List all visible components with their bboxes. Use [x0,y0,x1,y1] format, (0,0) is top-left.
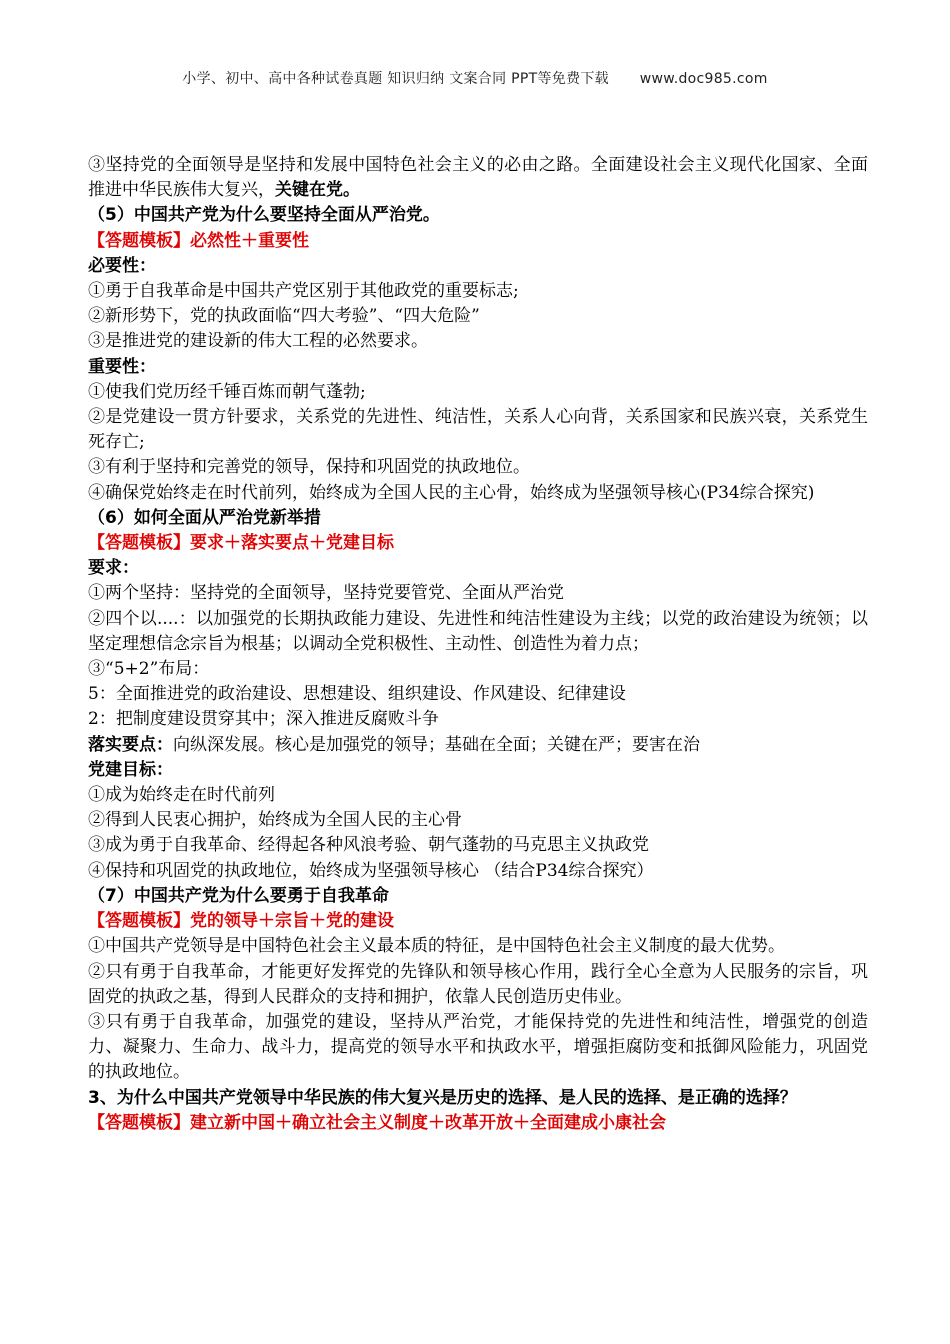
paragraph-1-bold: 关键在党。 [275,180,360,201]
template-7: 【答题模板】党的领导＋宗旨＋党的建设 [88,911,394,932]
label-goals: 党建目标： [88,759,173,780]
necessity-item-3: ③是推进党的建设新的伟大工程的必然要求。 [88,331,428,352]
self-revolution-item-2: ②只有勇于自我革命，才能更好发挥党的先锋队和领导核心作用，践行全心全意为人民服务的宗旨，巩固党的执政之基，得到人民群众的支持和拥护，依靠人民创造历史伟业。 [88,961,868,1007]
heading-3: 3、为什么中国共产党领导中华民族的伟大复兴是历史的选择、是人民的选择、是正确的选择？ [88,1087,797,1108]
label-requirements: 要求： [88,558,139,579]
paragraph-1 [88,153,868,203]
key-points-text: 向纵深发展。核心是加强党的领导；基础在全面；关键在严；要害在治 [173,734,700,755]
requirement-item-4: 5：全面推进党的政治建设、思想建设、组织建设、作风建设、纪律建设 [88,684,626,705]
heading-7: （7）中国共产党为什么要勇于自我革命 [88,885,389,906]
header-url[interactable]: www.doc985.com [639,71,768,87]
goal-item-1: ①成为始终走在时代前列 [88,785,275,806]
page-header [0,68,950,88]
goal-item-2: ②得到人民衷心拥护，始终成为全国人民的主心骨 [88,810,462,831]
importance-item-4: ④确保党始终走在时代前列，始终成为全国人民的主心骨，始终成为坚强领导核心(P34综合探究) [88,482,815,503]
importance-item-3: ③有利于坚持和完善党的领导，保持和巩固党的执政地位。 [88,457,530,478]
requirement-item-1: ①两个坚持：坚持党的全面领导，坚持党要管党、全面从严治党 [88,583,564,604]
goal-item-4: ④保持和巩固党的执政地位，始终成为坚强领导核心 （结合P34综合探究） [88,860,654,881]
header-text: 小学、初中、高中各种试卷真题 知识归纳 文案合同 PPT等免费下载 [182,71,609,87]
requirement-item-5: 2：把制度建设贯穿其中；深入推进反腐败斗争 [88,709,439,730]
paragraph-1-text: ③坚持党的全面领导是坚持和发展中国特色社会主义的必由之路。全面建设社会主义现代化国家、全面推进中华民族伟大复兴， [88,155,868,201]
label-necessity: 必要性： [88,255,156,276]
goal-item-3: ③成为勇于自我革命、经得起各种风浪考验、朝气蓬勃的马克思主义执政党 [88,835,649,856]
template-3: 【答题模板】建立新中国＋确立社会主义制度＋改革开放＋全面建成小康社会 [88,1112,666,1133]
necessity-item-1: ①勇于自我革命是中国共产党区别于其他政党的重要标志; [88,281,519,302]
requirement-item-3: ③“5+2”布局： [88,659,210,680]
necessity-item-2: ②新形势下，党的执政面临“四大考验”、“四大危险” [88,306,480,327]
importance-item-2: ②是党建设一贯方针要求，关系党的先进性、纯洁性，关系人心向背，关系国家和民族兴衰，关系党生死存亡; [88,407,868,453]
key-points-line [88,733,868,758]
label-importance: 重要性： [88,356,156,377]
template-5: 【答题模板】必然性＋重要性 [88,230,309,251]
self-revolution-item-3: ③只有勇于自我革命，加强党的建设，坚持从严治党，才能保持党的先进性和纯洁性，增强党的创造力、凝聚力、生命力、战斗力，提高党的领导水平和执政水平，增强拒腐防变和抵御风险能力，巩固党的执政地位。 [88,1011,868,1083]
self-revolution-item-1: ①中国共产党领导是中国特色社会主义最本质的特征，是中国特色社会主义制度的最大优势。 [88,936,785,957]
heading-6: （6）如何全面从严治党新举措 [88,507,321,528]
label-key-points: 落实要点： [88,734,173,755]
heading-5: （5）中国共产党为什么要坚持全面从严治党。 [88,205,440,226]
importance-item-1: ①使我们党历经千锤百炼而朝气蓬勃; [88,381,366,402]
document-body [88,153,868,1136]
requirement-item-2: ②四个以....：以加强党的长期执政能力建设、先进性和纯洁性建设为主线；以党的政治建设为统领；以坚定理想信念宗旨为根基；以调动全党积极性、主动性、创造性为着力点； [88,608,868,654]
template-6: 【答题模板】要求＋落实要点＋党建目标 [88,533,394,554]
